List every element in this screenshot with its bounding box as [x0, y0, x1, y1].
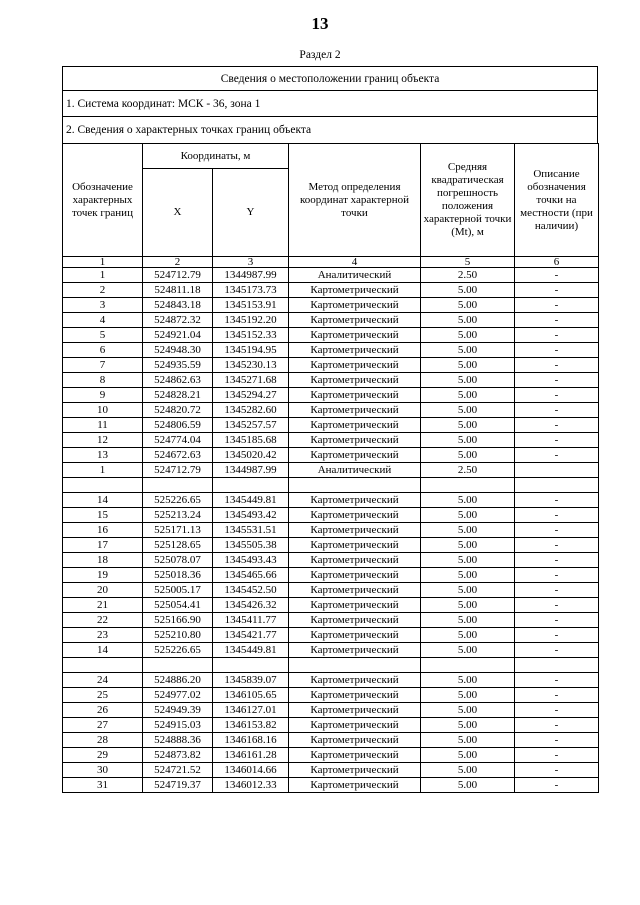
cell-description: - [515, 643, 599, 658]
cell-method: Картометрический [289, 508, 421, 523]
cell-x: 524774.04 [143, 433, 213, 448]
cell-description: - [515, 358, 599, 373]
header-description: Описание обозначения точки на местности (при наличии) [515, 144, 599, 257]
table-row [63, 568, 599, 583]
cell-y: 1345465.66 [213, 568, 289, 583]
cell-error: 5.00 [421, 733, 515, 748]
cell-x: 525226.65 [143, 493, 213, 508]
table-row [63, 448, 599, 463]
cell-x: 524719.37 [143, 778, 213, 793]
cell-point: 1 [63, 463, 143, 478]
cell-point: 21 [63, 598, 143, 613]
cell-x: 525005.17 [143, 583, 213, 598]
cell-method: Картометрический [289, 283, 421, 298]
cell-error: 5.00 [421, 553, 515, 568]
cell-error: 5.00 [421, 358, 515, 373]
cell-method: Картометрический [289, 553, 421, 568]
cell-error: 5.00 [421, 748, 515, 763]
cell-x: 524712.79 [143, 463, 213, 478]
table-row [63, 463, 599, 478]
column-number: 5 [421, 257, 515, 268]
cell-point: 27 [63, 718, 143, 733]
table-row [63, 718, 599, 733]
cell-error: 5.00 [421, 493, 515, 508]
empty-cell [143, 658, 213, 673]
cell-method: Картометрический [289, 613, 421, 628]
cell-point: 24 [63, 673, 143, 688]
cell-error: 5.00 [421, 433, 515, 448]
cell-description: - [515, 673, 599, 688]
cell-y: 1345493.42 [213, 508, 289, 523]
cell-description: - [515, 748, 599, 763]
cell-method: Картометрический [289, 583, 421, 598]
cell-error: 5.00 [421, 763, 515, 778]
cell-point: 1 [63, 268, 143, 283]
cell-method: Картометрический [289, 628, 421, 643]
cell-x: 524935.59 [143, 358, 213, 373]
cell-error: 5.00 [421, 643, 515, 658]
cell-method: Картометрический [289, 328, 421, 343]
cell-method: Картометрический [289, 778, 421, 793]
cell-y: 1345452.50 [213, 583, 289, 598]
cell-description: - [515, 313, 599, 328]
column-number: 4 [289, 257, 421, 268]
cell-error: 5.00 [421, 448, 515, 463]
cell-y: 1345020.42 [213, 448, 289, 463]
column-number: 2 [143, 257, 213, 268]
cell-description: - [515, 763, 599, 778]
cell-x: 525054.41 [143, 598, 213, 613]
empty-cell [421, 478, 515, 493]
header-error: Средняя квадратическая погрешность положения характерной точки (Mt), м [421, 144, 515, 257]
cell-method: Картометрический [289, 598, 421, 613]
cell-y: 1345271.68 [213, 373, 289, 388]
header-x: X [143, 169, 213, 257]
cell-point: 8 [63, 373, 143, 388]
table-row [63, 373, 599, 388]
cell-y: 1345152.33 [213, 328, 289, 343]
info-title: Сведения о местоположении границ объекта [62, 66, 598, 91]
cell-description: - [515, 388, 599, 403]
cell-x: 524811.18 [143, 283, 213, 298]
cell-y: 1346012.33 [213, 778, 289, 793]
cell-y: 1345411.77 [213, 613, 289, 628]
cell-description: - [515, 448, 599, 463]
table-row [63, 673, 599, 688]
empty-cell [63, 658, 143, 673]
empty-cell [213, 658, 289, 673]
cell-method: Картометрический [289, 358, 421, 373]
cell-error: 5.00 [421, 778, 515, 793]
cell-y: 1346014.66 [213, 763, 289, 778]
cell-error: 5.00 [421, 298, 515, 313]
cell-method: Картометрический [289, 403, 421, 418]
table-row [63, 418, 599, 433]
cell-error: 5.00 [421, 688, 515, 703]
cell-point: 12 [63, 433, 143, 448]
cell-x: 525018.36 [143, 568, 213, 583]
cell-error: 5.00 [421, 343, 515, 358]
cell-point: 31 [63, 778, 143, 793]
cell-method: Картометрический [289, 388, 421, 403]
cell-x: 524806.59 [143, 418, 213, 433]
cell-y: 1345426.32 [213, 598, 289, 613]
cell-description: - [515, 583, 599, 598]
cell-point: 5 [63, 328, 143, 343]
cell-description [515, 463, 599, 478]
cell-description: - [515, 688, 599, 703]
cell-x: 525128.65 [143, 538, 213, 553]
cell-x: 524872.32 [143, 313, 213, 328]
table-row [63, 628, 599, 643]
cell-method: Картометрический [289, 643, 421, 658]
cell-point: 4 [63, 313, 143, 328]
table-row [63, 403, 599, 418]
cell-y: 1345294.27 [213, 388, 289, 403]
header-method: Метод определения координат характерной точки [289, 144, 421, 257]
cell-y: 1345531.51 [213, 523, 289, 538]
cell-y: 1345230.13 [213, 358, 289, 373]
cell-y: 1345282.60 [213, 403, 289, 418]
cell-x: 525213.24 [143, 508, 213, 523]
cell-point: 25 [63, 688, 143, 703]
cell-description: - [515, 493, 599, 508]
cell-description: - [515, 268, 599, 283]
cell-method: Картометрический [289, 343, 421, 358]
coordinates-table [62, 143, 599, 793]
cell-y: 1345839.07 [213, 673, 289, 688]
cell-description: - [515, 418, 599, 433]
column-number: 6 [515, 257, 599, 268]
cell-description: - [515, 718, 599, 733]
cell-point: 3 [63, 298, 143, 313]
cell-description: - [515, 628, 599, 643]
points-title-line: 2. Сведения о характерных точках границ объекта [62, 117, 598, 144]
cell-method: Картометрический [289, 298, 421, 313]
cell-y: 1346168.16 [213, 733, 289, 748]
cell-description: - [515, 568, 599, 583]
cell-point: 30 [63, 763, 143, 778]
cell-description: - [515, 538, 599, 553]
cell-point: 2 [63, 283, 143, 298]
cell-x: 525210.80 [143, 628, 213, 643]
cell-point: 6 [63, 343, 143, 358]
cell-y: 1346153.82 [213, 718, 289, 733]
cell-error: 5.00 [421, 583, 515, 598]
cell-point: 22 [63, 613, 143, 628]
cell-point: 14 [63, 493, 143, 508]
empty-cell [289, 658, 421, 673]
table-row [63, 688, 599, 703]
group-separator-row [63, 658, 599, 673]
cell-error: 2.50 [421, 268, 515, 283]
cell-x: 524712.79 [143, 268, 213, 283]
cell-x: 524921.04 [143, 328, 213, 343]
cell-x: 525078.07 [143, 553, 213, 568]
cell-x: 524886.20 [143, 673, 213, 688]
table-row [63, 703, 599, 718]
column-number-row [63, 257, 599, 268]
cell-error: 5.00 [421, 703, 515, 718]
cell-x: 525226.65 [143, 643, 213, 658]
cell-method: Картометрический [289, 568, 421, 583]
cell-x: 524820.72 [143, 403, 213, 418]
cell-error: 5.00 [421, 718, 515, 733]
cell-y: 1345185.68 [213, 433, 289, 448]
table-row [63, 613, 599, 628]
cell-y: 1344987.99 [213, 463, 289, 478]
table-row [63, 283, 599, 298]
cell-y: 1345505.38 [213, 538, 289, 553]
empty-cell [515, 658, 599, 673]
cell-point: 7 [63, 358, 143, 373]
table-row [63, 343, 599, 358]
cell-point: 17 [63, 538, 143, 553]
cell-error: 5.00 [421, 418, 515, 433]
cell-x: 524843.18 [143, 298, 213, 313]
cell-y: 1345449.81 [213, 643, 289, 658]
cell-y: 1346105.65 [213, 688, 289, 703]
cell-x: 524862.63 [143, 373, 213, 388]
cell-x: 524948.30 [143, 343, 213, 358]
cell-point: 23 [63, 628, 143, 643]
cell-error: 5.00 [421, 628, 515, 643]
cell-method: Картометрический [289, 703, 421, 718]
cell-x: 525171.13 [143, 523, 213, 538]
cell-method: Картометрический [289, 373, 421, 388]
cell-point: 9 [63, 388, 143, 403]
empty-cell [63, 478, 143, 493]
cell-error: 2.50 [421, 463, 515, 478]
cell-point: 11 [63, 418, 143, 433]
cell-y: 1345421.77 [213, 628, 289, 643]
table-row [63, 493, 599, 508]
column-number: 3 [213, 257, 289, 268]
cell-description: - [515, 613, 599, 628]
cell-description: - [515, 703, 599, 718]
cell-method: Картометрический [289, 313, 421, 328]
cell-error: 5.00 [421, 613, 515, 628]
cell-description: - [515, 343, 599, 358]
cell-x: 524915.03 [143, 718, 213, 733]
table-row [63, 598, 599, 613]
cell-point: 14 [63, 643, 143, 658]
cell-method: Картометрический [289, 733, 421, 748]
cell-y: 1344987.99 [213, 268, 289, 283]
cell-y: 1345257.57 [213, 418, 289, 433]
cell-method: Картометрический [289, 538, 421, 553]
table-row [63, 553, 599, 568]
table-row [63, 313, 599, 328]
page-number: 13 [311, 14, 329, 33]
cell-description: - [515, 433, 599, 448]
cell-description: - [515, 508, 599, 523]
table-row [63, 523, 599, 538]
header-point-designation: Обозначение характерных точек границ [63, 144, 143, 257]
cell-point: 28 [63, 733, 143, 748]
cell-point: 10 [63, 403, 143, 418]
cell-y: 1346161.28 [213, 748, 289, 763]
cell-method: Картометрический [289, 523, 421, 538]
cell-y: 1345194.95 [213, 343, 289, 358]
group-separator-row [63, 478, 599, 493]
cell-x: 524721.52 [143, 763, 213, 778]
cell-x: 524888.36 [143, 733, 213, 748]
cell-error: 5.00 [421, 523, 515, 538]
cell-method: Картометрический [289, 688, 421, 703]
cell-error: 5.00 [421, 538, 515, 553]
table-row [63, 298, 599, 313]
cell-y: 1345449.81 [213, 493, 289, 508]
cell-x: 524977.02 [143, 688, 213, 703]
cell-point: 20 [63, 583, 143, 598]
cell-method: Картометрический [289, 748, 421, 763]
cell-method: Картометрический [289, 493, 421, 508]
cell-description: - [515, 523, 599, 538]
empty-cell [143, 478, 213, 493]
cell-error: 5.00 [421, 508, 515, 523]
cell-description: - [515, 403, 599, 418]
section-label: Раздел 2 [299, 49, 341, 61]
cell-description: - [515, 328, 599, 343]
cell-point: 15 [63, 508, 143, 523]
table-row [63, 643, 599, 658]
cell-point: 13 [63, 448, 143, 463]
cell-error: 5.00 [421, 403, 515, 418]
empty-cell [213, 478, 289, 493]
cell-x: 524828.21 [143, 388, 213, 403]
cell-error: 5.00 [421, 283, 515, 298]
cell-error: 5.00 [421, 568, 515, 583]
column-number: 1 [63, 257, 143, 268]
cell-point: 18 [63, 553, 143, 568]
table-row [63, 538, 599, 553]
empty-cell [289, 478, 421, 493]
cell-method: Картометрический [289, 673, 421, 688]
cell-y: 1345192.20 [213, 313, 289, 328]
table-row [63, 778, 599, 793]
cell-point: 16 [63, 523, 143, 538]
cell-description: - [515, 553, 599, 568]
cell-x: 524873.82 [143, 748, 213, 763]
table-row [63, 388, 599, 403]
cell-method: Аналитический [289, 268, 421, 283]
cell-description: - [515, 373, 599, 388]
table-row [63, 763, 599, 778]
cell-y: 1346127.01 [213, 703, 289, 718]
cell-error: 5.00 [421, 598, 515, 613]
cell-description: - [515, 598, 599, 613]
cell-y: 1345173.73 [213, 283, 289, 298]
empty-cell [515, 478, 599, 493]
table-row [63, 508, 599, 523]
table-row [63, 583, 599, 598]
cell-point: 19 [63, 568, 143, 583]
empty-cell [421, 658, 515, 673]
cell-y: 1345153.91 [213, 298, 289, 313]
cell-error: 5.00 [421, 388, 515, 403]
cell-point: 26 [63, 703, 143, 718]
cell-description: - [515, 778, 599, 793]
cell-method: Картометрический [289, 448, 421, 463]
cell-x: 524949.39 [143, 703, 213, 718]
table-row [63, 748, 599, 763]
cell-method: Картометрический [289, 433, 421, 448]
cell-method: Картометрический [289, 718, 421, 733]
cell-method: Аналитический [289, 463, 421, 478]
cell-description: - [515, 283, 599, 298]
cell-point: 29 [63, 748, 143, 763]
table-row [63, 733, 599, 748]
table-row [63, 433, 599, 448]
cell-description: - [515, 298, 599, 313]
cell-description: - [515, 733, 599, 748]
coord-system-line: 1. Система координат: МСК - 36, зона 1 [62, 91, 598, 117]
cell-error: 5.00 [421, 673, 515, 688]
cell-y: 1345493.43 [213, 553, 289, 568]
table-row [63, 268, 599, 283]
cell-error: 5.00 [421, 313, 515, 328]
table-row [63, 358, 599, 373]
cell-method: Картометрический [289, 763, 421, 778]
cell-error: 5.00 [421, 328, 515, 343]
header-y: Y [213, 169, 289, 257]
table-row [63, 328, 599, 343]
cell-x: 524672.63 [143, 448, 213, 463]
header-coordinates: Координаты, м [143, 144, 289, 169]
cell-method: Картометрический [289, 418, 421, 433]
cell-x: 525166.90 [143, 613, 213, 628]
cell-error: 5.00 [421, 373, 515, 388]
